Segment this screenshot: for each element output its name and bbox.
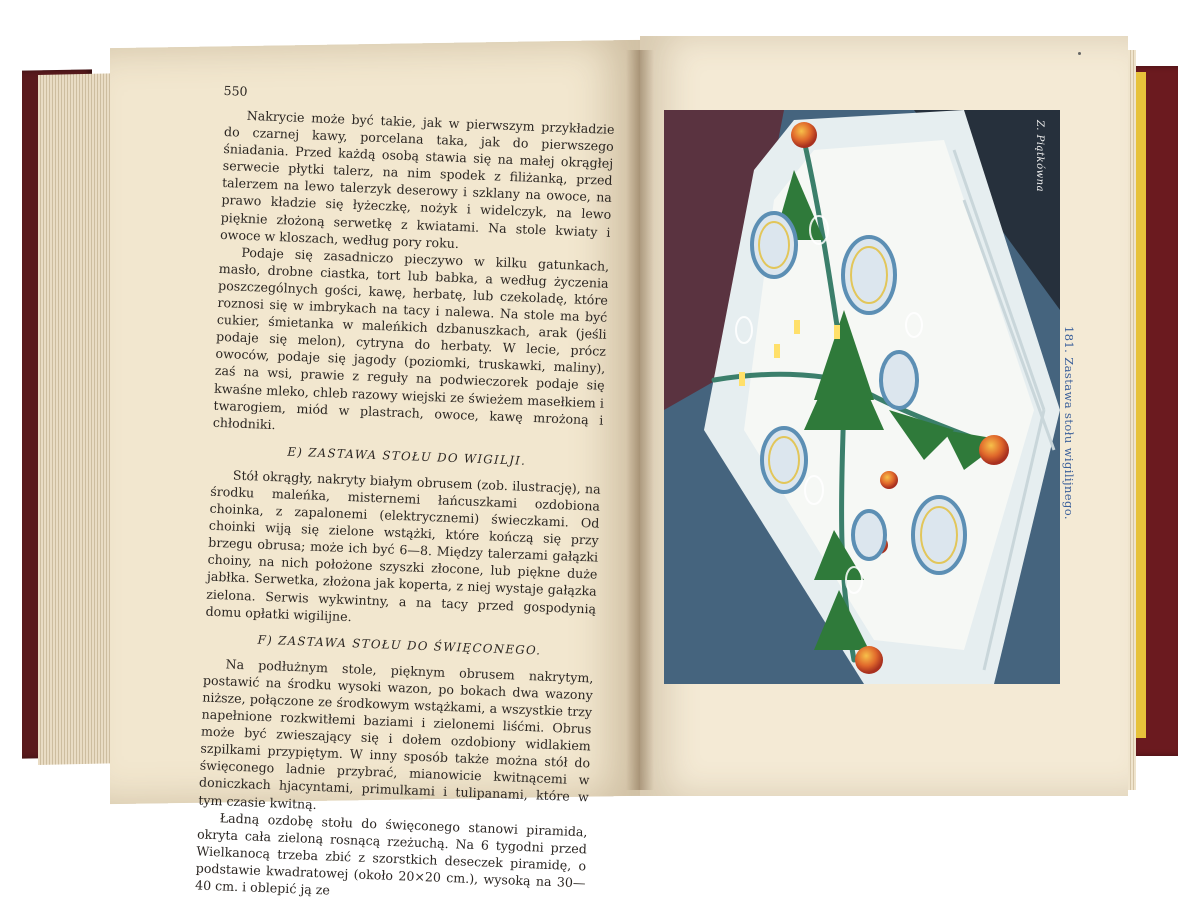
left-page-text	[195, 82, 616, 908]
paragraph: Nakrycie może być takie, jak w pierwszym przykładzie do czarnej kawy, porcelana taka, jak do pierwszego śniadania. Przed każdą osobą stawia się na małej okrągłej serwecie płytki talerz, na nim spodek z filiżanką, przed talerzem na lewo talerzyk deserowy i szklany na owoce, na prawo kładzie się łyżeczkę, nożyk i widelczyk, na lewo pięknie złożoną serwetkę z kwiatami. Na stole kwiaty i owoce w kloszach, według pory roku.	[219, 107, 615, 251]
section-heading-e: E) ZASTAWA STOŁU DO WIGILJI.	[287, 444, 527, 468]
section-heading-f: F) ZASTAWA STOŁU DO ŚWIĘCONEGO.	[257, 632, 542, 658]
book-gutter	[626, 50, 654, 790]
illustration-signature: Z. Piątkówna	[1034, 120, 1045, 193]
color-plate-illustration	[664, 110, 1060, 684]
page-number: 550	[223, 82, 248, 99]
table-setting-illustration	[664, 110, 1060, 684]
paragraph: Ładną ozdobę stołu do święconego stanowi piramida, okryta cała zieloną rosnącą rzeżuchą. Na 6 tygodni przed Wielkanocą trzeba zbić z szorstkich deseczek piramidę, o podstawie kwadratowej (około 20×20 cm.), wysoką na 30—40 cm. i oblepić ją ze	[194, 809, 588, 898]
page-speck	[1078, 52, 1081, 55]
paragraph: Stół okrągły, nakryty białym obrusem (zob. ilustrację), na środku maleńka, misternemi łańcuszkami ozdobiona choinka, z zapalonemi (elektrycznemi) świeczkami. Od choinki wiją się zielone wstążki, które kończą się przy brzegu obrusa; może ich być 6—8. Między talerzami gałązki choiny, na nich położone szyszki złocone, lub piękne duże jabłka. Serwetka, złożona jak koperta, z niej wystaje gałązka zielona. Serwis wykwintny, a na tacy przed gospodynią domu opłatki wigilijne.	[205, 467, 601, 624]
illustration-caption: 181. Zastawa stołu wigilijnego.	[1062, 326, 1076, 520]
paragraph: Podaje się zasadniczo pieczywo w kilku gatunkach, masło, drobne ciastka, tort lub babka, a według życzenia poszczególnych gości, kawę, herbatę, lub czekoladę, które roznosi się w imbrykach na tacy i nalewa. Na stole ma być cukier, śmietanka w maleńkich dzbanuszkach, arak (jeśli podaje się melon), cytryna do herbaty. W lecie, prócz owoców, podaje się jagody (poziomki, truskawki, maliny), zaś na wsi, prawie z reguły na podwieczorek podaje się kwaśne mleko, chleb razowy wiejski ze świeżem masełkiem i twarogiem, miód w plastrach, owoce, kawę mrożoną i chłodniki.	[212, 244, 610, 432]
paragraph: Na podłużnym stole, pięknym obrusem nakrytym, postawić na środku wysoki wazon, po bokach dwa wazony niższe, połączone ze środkowym wstążkami, a wszystkie trzy napełnione rozkwitłemi baziami i zielonemi liśćmi. Obrus może być zwieszający się i dołem ozdobiony widlakiem szpilkami przypiętym. W inny sposób także można stół do święconego ladnie przybrać, mianowicie kwitnącemi w doniczkach hjacyntami, primulkami i tulipanami, które w tym czasie kwitną.	[198, 656, 594, 812]
